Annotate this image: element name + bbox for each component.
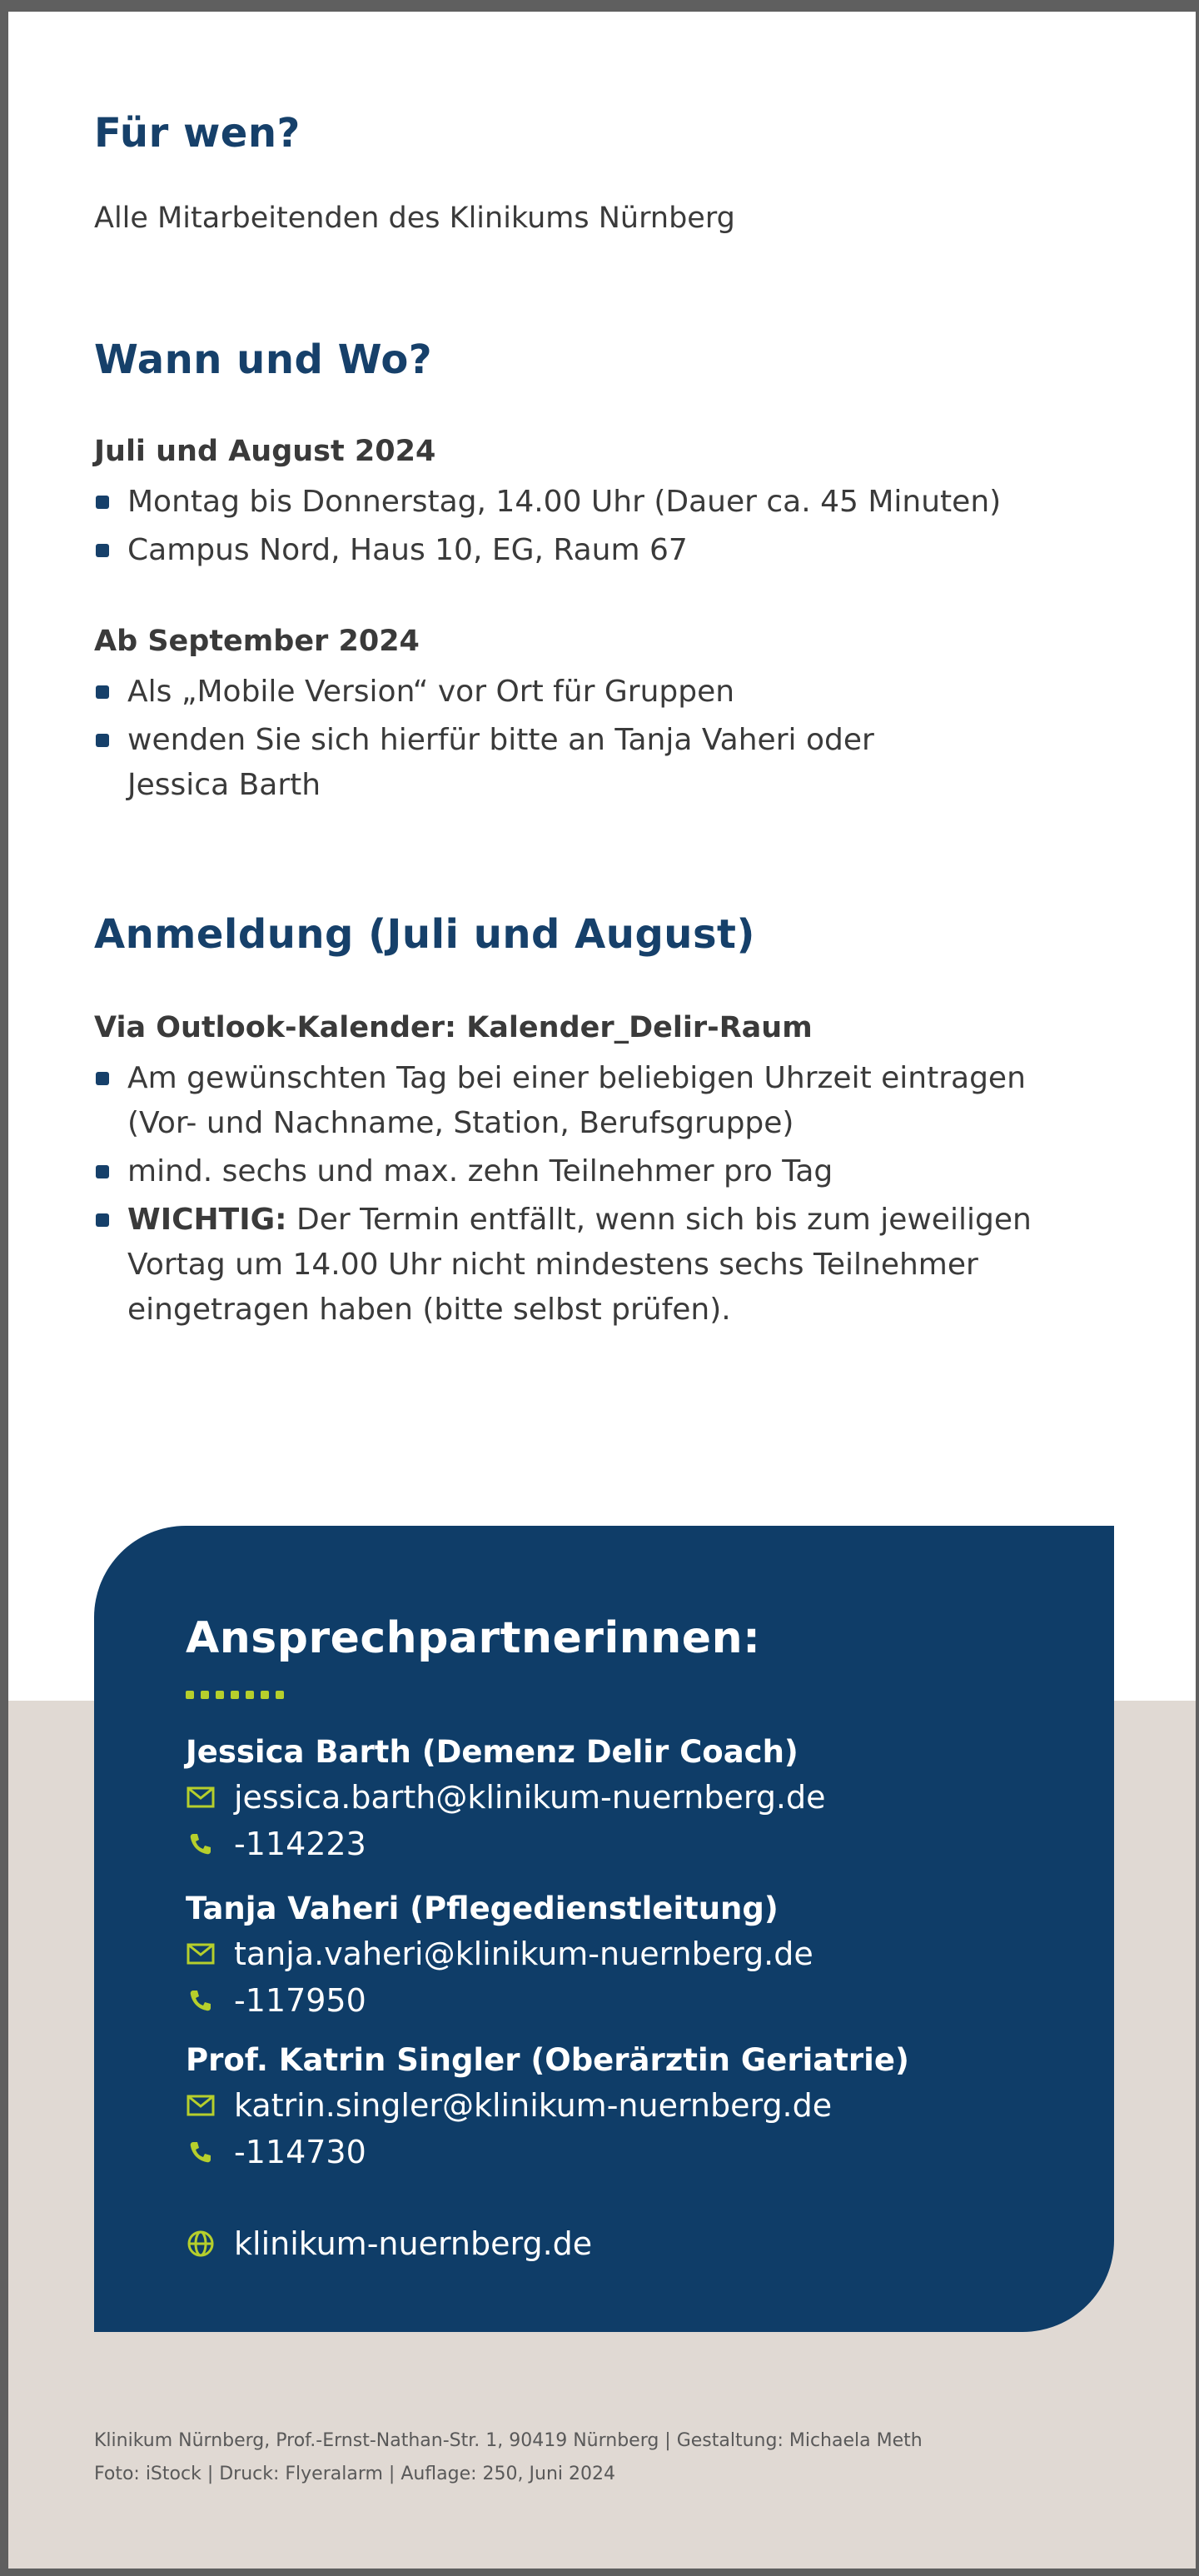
flyer-page: [8, 12, 1196, 2569]
contact-email[interactable]: tanja.vaheri@klinikum-nuernberg.de: [234, 1936, 813, 1972]
period-2-subtitle: Ab September 2024: [94, 625, 420, 658]
contact-phone[interactable]: -117950: [234, 1982, 366, 2019]
period-1-list: [94, 480, 1127, 576]
phone-icon: [186, 1986, 216, 2015]
contact-person: [186, 2039, 1102, 2175]
important-text: Der Termin entfällt, wenn sich bis zum jeweiligen Vortag um 14.00 Uhr nicht mindestens sechs Teilnehmer eingetragen haben (bitte selbst prüfen).: [127, 1203, 1032, 1327]
mail-icon: [186, 1939, 216, 1969]
contact-name: Prof. Katrin Singler (Oberärztin Geriatrie): [186, 2042, 909, 2078]
period-2-list: [94, 670, 1127, 811]
contact-card: [94, 1526, 1114, 2332]
contact-phone[interactable]: -114730: [234, 2134, 366, 2170]
contact-phone[interactable]: -114223: [234, 1826, 366, 1862]
mail-icon: [186, 2090, 216, 2120]
contact-email[interactable]: katrin.singler@klinikum-nuernberg.de: [234, 2087, 833, 2124]
website-link[interactable]: klinikum-nuernberg.de: [234, 2225, 593, 2262]
list-item: wenden Sie sich hierfür bitte an Tanja Vaheri oder Jessica Barth: [94, 718, 877, 808]
contact-email[interactable]: jessica.barth@klinikum-nuernberg.de: [234, 1779, 826, 1816]
website-row: [186, 2220, 1102, 2267]
for-whom-heading: Für wen?: [94, 110, 301, 157]
list-item: Campus Nord, Haus 10, EG, Raum 67: [94, 528, 1127, 573]
contact-name: Tanja Vaheri (Pflegedienstleitung): [186, 1891, 779, 1926]
footer: [94, 2424, 923, 2491]
bullet-icon: [96, 734, 109, 747]
contact-name: Jessica Barth (Demenz Delir Coach): [186, 1734, 799, 1770]
phone-icon: [186, 2137, 216, 2167]
list-item-important: [94, 1198, 1127, 1333]
registration-list: [94, 1056, 1093, 1336]
footer-line-1: Klinikum Nürnberg, Prof.-Ernst-Nathan-Str. 1, 90419 Nürnberg | Gestaltung: Michaela Meth: [94, 2430, 923, 2451]
bullet-icon: [96, 544, 109, 557]
bullet-icon: [96, 1072, 109, 1085]
bullet-icon: [96, 1165, 109, 1178]
when-where-heading: Wann und Wo?: [94, 336, 433, 383]
registration-subtitle: Via Outlook-Kalender: Kalender_Delir-Raum: [94, 1011, 813, 1044]
phone-icon: [186, 1829, 216, 1859]
period-1-subtitle: Juli und August 2024: [94, 435, 436, 468]
contact-person: [186, 1731, 1102, 1867]
important-label: WICHTIG:: [127, 1203, 287, 1237]
contact-person: [186, 1887, 1102, 2024]
mail-icon: [186, 1782, 216, 1812]
registration-heading: Anmeldung (Juli und August): [94, 911, 755, 958]
contacts-heading: Ansprechpartnerinnen:: [186, 1613, 761, 1663]
globe-icon: [186, 2229, 216, 2259]
bullet-icon: [96, 685, 109, 699]
dot-divider: [186, 1691, 284, 1699]
footer-line-2: Foto: iStock | Druck: Flyeralarm | Auflage: 250, Juni 2024: [94, 2464, 616, 2484]
list-item: Montag bis Donnerstag, 14.00 Uhr (Dauer ca. 45 Minuten): [94, 480, 1127, 525]
for-whom-text: Alle Mitarbeitenden des Klinikums Nürnberg: [94, 202, 735, 235]
list-item: Als „Mobile Version“ vor Ort für Gruppen: [94, 670, 1127, 715]
bullet-icon: [96, 496, 109, 509]
bullet-icon: [96, 1213, 109, 1227]
list-item: Am gewünschten Tag bei einer beliebigen Uhrzeit eintragen (Vor- und Nachname, Station, Berufsgruppe): [94, 1056, 1043, 1146]
list-item: mind. sechs und max. zehn Teilnehmer pro Tag: [94, 1149, 1093, 1194]
